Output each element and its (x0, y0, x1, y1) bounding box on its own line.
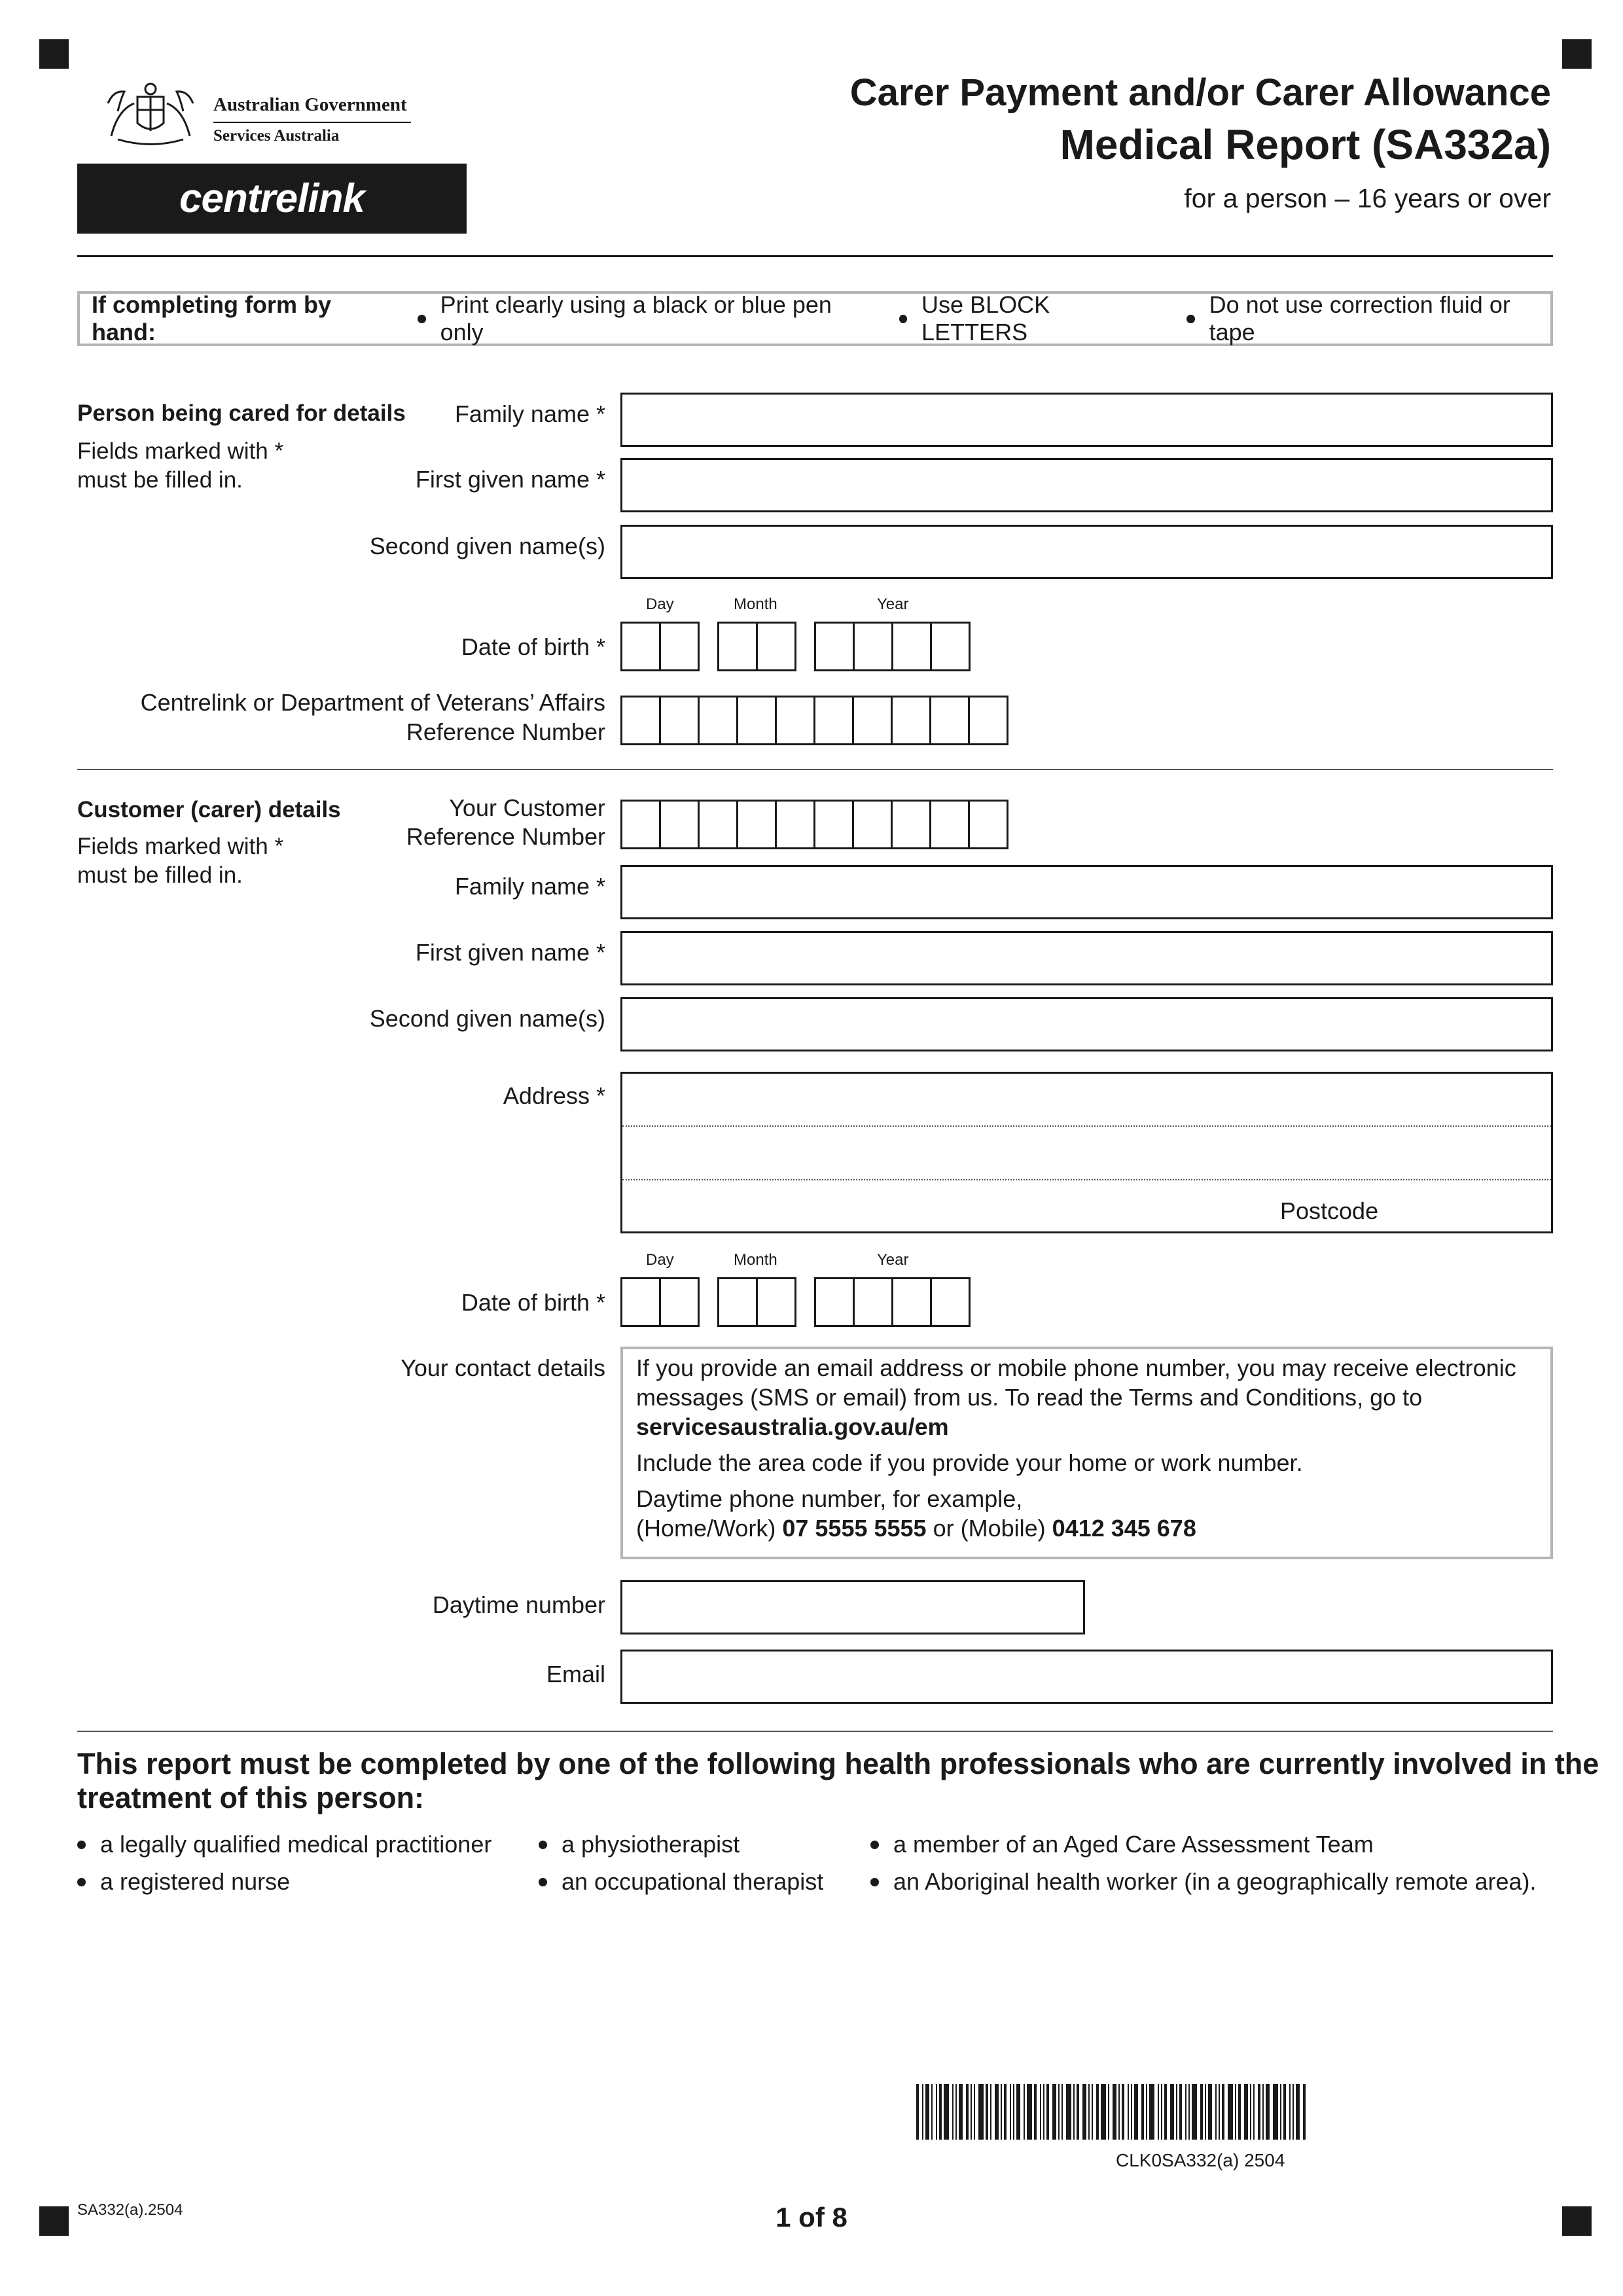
contact-info-line: If you provide an email address or mobile phone number, you may receive electronic (636, 1354, 1516, 1381)
bullet-icon (899, 315, 908, 323)
professionals-title-2: treatment of this person: (77, 1781, 425, 1814)
day-hint: Day (646, 1251, 674, 1269)
person-dob-cell[interactable] (620, 622, 661, 671)
person-first-name-field[interactable] (620, 458, 1553, 512)
barcode-bar (1043, 2084, 1044, 2140)
person-dob-cell[interactable] (717, 622, 758, 671)
barcode-bar (990, 2084, 991, 2140)
bullet-icon (870, 1841, 879, 1849)
barcode-bar (1208, 2084, 1212, 2140)
barcode-bar (1113, 2084, 1116, 2140)
barcode-bar (978, 2084, 984, 2140)
person-ref-cell[interactable] (659, 696, 700, 745)
barcode-bar (986, 2084, 988, 2140)
person-section-title: Person being cared for details (77, 400, 406, 426)
person-ref-label-1: Centrelink or Department of Veterans’ Affairs (140, 689, 605, 716)
professional-item: a member of an Aged Care Assessment Team (870, 1831, 1374, 1858)
barcode-bar (1024, 2084, 1025, 2140)
carer-dob-cell[interactable] (853, 1277, 893, 1327)
barcode-bar (1158, 2084, 1159, 2140)
registration-mark-top-right (1562, 39, 1592, 69)
carer-second-name-field[interactable] (620, 997, 1553, 1051)
barcode-bar (1262, 2084, 1264, 2140)
barcode-bar (1077, 2084, 1079, 2140)
carer-crn-cell[interactable] (929, 800, 970, 849)
carer-crn-label-1: Your Customer (449, 794, 605, 821)
registration-mark-top-left (39, 39, 69, 69)
barcode-bar (966, 2084, 969, 2140)
carer-crn-label-2: Reference Number (406, 823, 605, 850)
carer-crn-cell[interactable] (813, 800, 854, 849)
barcode-bar (1061, 2084, 1063, 2140)
person-ref-cell[interactable] (968, 696, 1008, 745)
header-rule (77, 255, 1553, 257)
barcode-bar (1192, 2084, 1197, 2140)
barcode-bar (1200, 2084, 1203, 2140)
barcode-bar (1266, 2084, 1270, 2140)
carer-section-title: Customer (carer) details (77, 797, 341, 822)
person-dob-cell[interactable] (930, 622, 971, 671)
person-dob-cell[interactable] (891, 622, 932, 671)
barcode-bar (1027, 2084, 1032, 2140)
barcode-bar (1303, 2084, 1306, 2140)
barcode-bar (936, 2084, 937, 2140)
day-hint: Day (646, 595, 674, 613)
contact-info-line: Include the area code if you provide your home or work number. (636, 1449, 1303, 1476)
agency-name: Services Australia (213, 127, 340, 145)
barcode-bar (916, 2084, 919, 2140)
carer-crn-cell[interactable] (852, 800, 893, 849)
bullet-icon (77, 1878, 86, 1886)
barcode-bar (1096, 2084, 1099, 2140)
person-first-name-label: First given name * (415, 466, 605, 493)
carer-dob-cell[interactable] (756, 1277, 796, 1327)
barcode-bar (1034, 2084, 1037, 2140)
person-dob-label: Date of birth * (461, 633, 605, 660)
barcode-bar (1205, 2084, 1206, 2140)
barcode-bar (1010, 2084, 1011, 2140)
barcode-bar (971, 2084, 972, 2140)
barcode-bar (1146, 2084, 1147, 2140)
professional-item: a physiotherapist (539, 1831, 740, 1858)
professional-item: an Aboriginal health worker (in a geographically remote area). (870, 1868, 1537, 1896)
barcode-bar (1118, 2084, 1120, 2140)
barcode-bar (959, 2084, 963, 2140)
barcode-bar (944, 2084, 949, 2140)
barcode-bar (1185, 2084, 1186, 2140)
person-ref-cell[interactable] (929, 696, 970, 745)
barcode-bar (931, 2084, 933, 2140)
barcode-bar (1253, 2084, 1255, 2140)
barcode-bar (1176, 2084, 1177, 2140)
barcode-bar (1273, 2084, 1278, 2140)
form-subtitle: for a person – 16 years or over (1184, 183, 1551, 213)
barcode-bar (1108, 2084, 1109, 2140)
barcode-bar (1052, 2084, 1056, 2140)
address-line-divider (622, 1125, 1551, 1127)
barcode-bar (1004, 2084, 1007, 2140)
bullet-icon (77, 1841, 86, 1849)
professionals-title-1: This report must be completed by one of the following health professionals who are currently involved in the (77, 1747, 1599, 1780)
notice-item: Use BLOCK LETTERS (921, 291, 1050, 345)
bullet-icon (539, 1841, 547, 1849)
barcode-bar (1149, 2084, 1154, 2140)
professional-item: a legally qualified medical practitioner (77, 1831, 491, 1858)
gov-name: Australian Government (213, 94, 407, 115)
barcode-bar (1040, 2084, 1041, 2140)
person-ref-cell[interactable] (775, 696, 815, 745)
barcode-bar (1188, 2084, 1190, 2140)
carer-second-name-label: Second given name(s) (369, 1005, 605, 1032)
phone-example-home: 07 5555 5555 (782, 1515, 927, 1542)
email-label: Email (546, 1661, 605, 1687)
form-code: SA332(a).2504 (77, 2201, 183, 2219)
bullet-icon (870, 1878, 879, 1886)
person-ref-cell[interactable] (891, 696, 931, 745)
barcode-bar (1141, 2084, 1144, 2140)
carer-section-note-2: must be filled in. (77, 862, 243, 888)
centrelink-logo: centrelink (77, 164, 467, 234)
barcode-bar (1131, 2084, 1132, 2140)
carer-crn-cell[interactable] (659, 800, 700, 849)
barcode-bar (1066, 2084, 1071, 2140)
barcode-bar (1134, 2084, 1138, 2140)
barcode-bar (1244, 2084, 1248, 2140)
carer-dob-cell[interactable] (659, 1277, 700, 1327)
email-field[interactable] (620, 1650, 1553, 1704)
carer-dob-cell[interactable] (930, 1277, 971, 1327)
carer-first-name-field[interactable] (620, 931, 1553, 985)
terms-link[interactable]: servicesaustralia.gov.au/em (636, 1413, 949, 1440)
barcode-bar (1215, 2084, 1217, 2140)
barcode-bar (1258, 2084, 1260, 2140)
barcode (916, 2084, 1308, 2140)
bullet-icon (1186, 315, 1195, 323)
notice-lead: If completing form by hand: (92, 291, 332, 345)
contact-details-label: Your contact details (401, 1354, 605, 1381)
person-ref-cell[interactable] (813, 696, 854, 745)
barcode-bar (1058, 2084, 1060, 2140)
person-ref-cell[interactable] (620, 696, 661, 745)
barcode-bar (1179, 2084, 1182, 2140)
carer-address-field[interactable] (620, 1072, 1553, 1233)
barcode-bar (1280, 2084, 1281, 2140)
professional-item: a registered nurse (77, 1868, 290, 1896)
barcode-bar (1082, 2084, 1086, 2140)
person-dob-cell[interactable] (853, 622, 893, 671)
contact-info-line: Daytime phone number, for example, (636, 1485, 1023, 1512)
barcode-bar (1092, 2084, 1093, 2140)
section-divider (77, 1731, 1553, 1732)
barcode-bar (1161, 2084, 1162, 2140)
barcode-bar (1128, 2084, 1129, 2140)
daytime-number-label: Daytime number (432, 1591, 605, 1618)
contact-info-line: messages (SMS or email) from us. To read the Terms and Conditions, go to (636, 1384, 1423, 1411)
barcode-bar (1088, 2084, 1090, 2140)
barcode-bar (1164, 2084, 1167, 2140)
carer-section-note-1: Fields marked with * (77, 834, 284, 859)
page-number: 1 of 8 (776, 2202, 847, 2233)
barcode-bar (1228, 2084, 1233, 2140)
barcode-bar (1238, 2084, 1241, 2140)
barcode-bar (1219, 2084, 1220, 2140)
carer-dob-cell[interactable] (717, 1277, 758, 1327)
person-second-name-field[interactable] (620, 525, 1553, 579)
barcode-bar (1170, 2084, 1174, 2140)
barcode-bar (939, 2084, 942, 2140)
barcode-bar (1046, 2084, 1049, 2140)
person-ref-label-2: Reference Number (406, 718, 605, 745)
carer-dob-cell[interactable] (814, 1277, 855, 1327)
carer-address-label: Address * (503, 1082, 605, 1109)
barcode-bar (952, 2084, 954, 2140)
form-title-line1: Carer Payment and/or Carer Allowance (849, 71, 1551, 114)
person-ref-cell[interactable] (736, 696, 777, 745)
registration-mark-bottom-left (39, 2206, 69, 2236)
barcode-bar (1222, 2084, 1224, 2140)
barcode-bar (925, 2084, 929, 2140)
phone-example-mobile: 0412 345 678 (1052, 1515, 1196, 1542)
person-dob-cell[interactable] (814, 622, 855, 671)
contact-info-box (620, 1347, 1553, 1559)
barcode-bar (1013, 2084, 1014, 2140)
gov-divider (213, 122, 411, 123)
barcode-text: CLK0SA332(a) 2504 (1116, 2150, 1285, 2170)
hand-completion-notice (77, 291, 1553, 346)
address-line-divider (622, 1179, 1551, 1180)
carer-first-name-label: First given name * (415, 939, 605, 966)
professional-item: an occupational therapist (539, 1868, 823, 1896)
registration-mark-bottom-right (1562, 2206, 1592, 2236)
barcode-bar (1296, 2084, 1300, 2140)
carer-crn-cell[interactable] (968, 800, 1008, 849)
notice-item: Do not use correction fluid or tape (1209, 291, 1510, 345)
carer-dob-cell[interactable] (620, 1277, 661, 1327)
month-hint: Month (734, 595, 777, 613)
daytime-number-field[interactable] (620, 1580, 1085, 1634)
barcode-bar (922, 2084, 923, 2140)
barcode-bar (974, 2084, 975, 2140)
barcode-bar (1235, 2084, 1236, 2140)
barcode-bar (1122, 2084, 1124, 2140)
person-ref-cell[interactable] (852, 696, 893, 745)
bullet-icon (418, 315, 426, 323)
carer-crn-cell[interactable] (891, 800, 931, 849)
barcode-bar (1101, 2084, 1106, 2140)
barcode-bar (995, 2084, 999, 2140)
phone-example-prefix: (Home/Work) (636, 1515, 783, 1542)
carer-dob-label: Date of birth * (461, 1289, 605, 1316)
carer-crn-cell[interactable] (775, 800, 815, 849)
carer-crn-cell[interactable] (698, 800, 738, 849)
phone-example-mid: or (Mobile) (926, 1515, 1052, 1542)
postcode-label: Postcode (1280, 1197, 1379, 1224)
month-hint: Month (734, 1251, 777, 1269)
person-dob-cell[interactable] (756, 622, 796, 671)
barcode-bar (955, 2084, 957, 2140)
person-second-name-label: Second given name(s) (369, 533, 605, 559)
year-hint: Year (877, 595, 909, 613)
barcode-bar (1250, 2084, 1251, 2140)
person-dob-cell[interactable] (659, 622, 700, 671)
section-divider (77, 769, 1553, 770)
person-section-note-1: Fields marked with * (77, 438, 284, 464)
barcode-bar (1016, 2084, 1020, 2140)
year-hint: Year (877, 1251, 909, 1269)
carer-family-name-field[interactable] (620, 865, 1553, 919)
carer-crn-cell[interactable] (620, 800, 661, 849)
bullet-icon (539, 1878, 547, 1886)
notice-item: Print clearly using a black or blue pen only (440, 291, 832, 345)
person-section-note-2: must be filled in. (77, 467, 243, 493)
barcode-bar (1293, 2084, 1294, 2140)
barcode-bar (1289, 2084, 1291, 2140)
barcode-bar (1001, 2084, 1002, 2140)
barcode-bar (1283, 2084, 1286, 2140)
carer-dob-cell[interactable] (891, 1277, 932, 1327)
barcode-bar (1073, 2084, 1075, 2140)
person-family-name-field[interactable] (620, 393, 1553, 447)
coat-of-arms-icon (98, 77, 203, 149)
carer-family-name-label: Family name * (454, 873, 605, 900)
person-ref-cell[interactable] (698, 696, 738, 745)
person-family-name-label: Family name * (454, 400, 605, 427)
form-title-line2: Medical Report (SA332a) (1060, 121, 1551, 168)
carer-crn-cell[interactable] (736, 800, 777, 849)
